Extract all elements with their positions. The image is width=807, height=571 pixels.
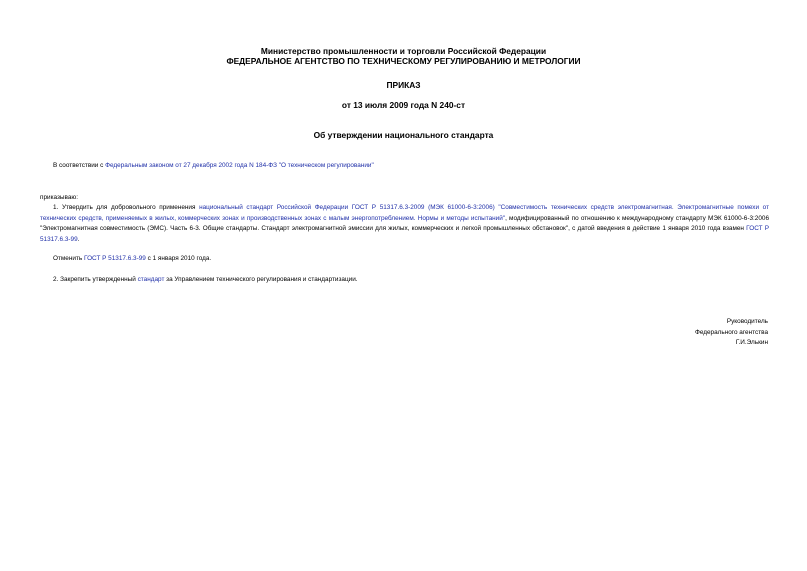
standard-link[interactable]: стандарт	[137, 276, 165, 283]
cancel-prefix: Отменить	[53, 255, 84, 262]
orders-paragraph: приказываю:	[40, 194, 78, 201]
item-1-paragraph	[40, 203, 769, 245]
basis-prefix: В соответствии с	[53, 162, 106, 169]
item-1-suffix: .	[77, 235, 80, 243]
federal-law-link[interactable]: Федеральным законом от 27 декабря 2002 года N 184-ФЗ "О техническом регулировании"	[105, 162, 374, 169]
document-date-number: от 13 июля 2009 года N 240-ст	[341, 100, 466, 110]
signature-org: Федерального агентства	[694, 328, 768, 336]
ministry-name: Министерство промышленности и торговли Российской Федерации	[260, 46, 547, 56]
item-2-prefix: 2. Закрепить утвержденный	[53, 276, 138, 283]
item-1-prefix: 1. Утвердить для добровольного применения	[53, 204, 200, 211]
replaced-gost-link[interactable]: ГОСТ Р 51317.6.3-99	[40, 225, 769, 243]
cancel-paragraph	[53, 254, 211, 265]
basis-paragraph	[53, 161, 374, 172]
item-1-middle: , модифицированный по отношению к международному стандарту МЭК 61000-6-3:2006 "Электромагнитная совместимость (ЭМС). Часть 6-3. Общие стандарты. Стандарт электромагнитной эмиссии для жилых, коммерческих и легкой промышленных обстановок", с датой введения в действие 1 января 2010 года взамен	[40, 214, 769, 232]
document-type: ПРИКАЗ	[386, 80, 421, 90]
item-2-paragraph	[53, 275, 358, 286]
item-2-suffix: за Управлением технического регулирования и стандартизации.	[164, 276, 358, 283]
cancel-suffix: с 1 января 2010 года.	[145, 255, 212, 262]
document-subject: Об утверждении национального стандарта	[313, 130, 494, 140]
cancelled-gost-link[interactable]: ГОСТ Р 51317.6.3-99	[83, 255, 146, 262]
signature-title: Руководитель	[726, 318, 768, 325]
signature-name: Г.И.Элькин	[735, 339, 768, 346]
signature-block	[695, 317, 768, 349]
national-standard-link[interactable]: национальный стандарт Российской Федерации ГОСТ Р 51317.6.3-2009 (МЭК 61000-6-3:2006) "Совместимость технических средств электромагнитная. Электромагнитные помехи от технических средств, применяемых в жилых, коммерческих зонах и производственных зонах с малым энергопотреблением. Нормы и методы испытаний"	[40, 204, 769, 222]
agency-name: ФЕДЕРАЛЬНОЕ АГЕНТСТВО ПО ТЕХНИЧЕСКОМУ РЕГУЛИРОВАНИЮ И МЕТРОЛОГИИ	[226, 56, 581, 66]
